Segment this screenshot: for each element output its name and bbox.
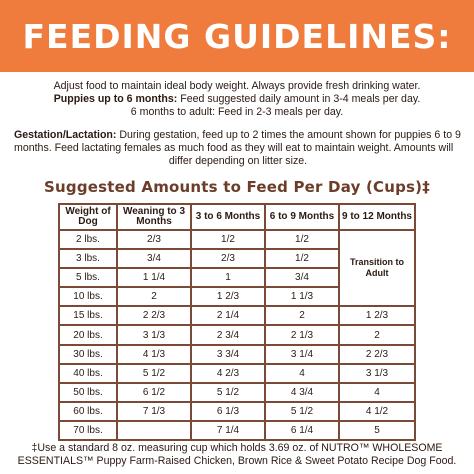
weight-cell: 5 lbs. [59,268,117,287]
puppies-line [10,93,464,106]
amount-cell: 3 3/4 [191,345,265,364]
weight-cell: 50 lbs. [59,383,117,402]
weight-cell: 2 lbs. [59,230,117,249]
table-row [59,306,415,325]
amount-cell: 6 1/2 [117,383,191,402]
amount-cell: 1 1/4 [117,268,191,287]
amount-cell: 6 1/4 [265,421,339,440]
amount-cell: 1/2 [191,230,265,249]
amount-cell: 1/2 [265,249,339,268]
amount-cell: 2 1/4 [191,306,265,325]
header-3-6: 3 to 6 Months [191,204,265,230]
gestation-label: Gestation/Lactation: [14,129,117,141]
page-title: FEEDING GUIDELINES: [22,16,452,56]
header-weaning: Weaning to 3 Months [117,204,191,230]
amount-cell: 2 2/3 [117,306,191,325]
header-weight: Weight of Dog [59,204,117,230]
feeding-table [58,203,416,441]
weight-cell: 60 lbs. [59,402,117,421]
transition-cell: Transition to Adult [339,230,415,306]
intro-text [10,80,464,119]
amount-cell: 2 [117,287,191,306]
amount-cell [117,421,191,440]
table-row [59,364,415,383]
intro-line: Adjust food to maintain ideal body weight. Always provide fresh drinking water. [53,80,421,92]
amount-cell: 5 1/2 [191,383,265,402]
table-row [59,230,415,249]
puppies-text: Feed suggested daily amount in 3-4 meals per day. [177,93,421,105]
amount-cell: 1/2 [265,230,339,249]
weight-cell: 3 lbs. [59,249,117,268]
amount-cell: 3 1/4 [265,345,339,364]
table-row [59,383,415,402]
amount-cell: 2/3 [117,230,191,249]
puppies-label: Puppies up to 6 months: [53,93,178,105]
table-body [59,230,415,440]
amount-cell: 6 1/3 [191,402,265,421]
gestation-last-line: differ depending on litter size. [168,155,308,167]
amount-cell: 1 2/3 [339,306,415,325]
amount-cell: 4 1/3 [117,345,191,364]
table-row [59,325,415,344]
footnote: ‡Use a standard 8 oz. measuring cup which holds 3.69 oz. of NUTRO™ WHOLESOME ESSENTIALS™ Puppy Farm-Raised Chicken, Brown Rice & Sweet Potato Recipe Dog Food. [17,442,457,467]
amount-cell: 7 1/4 [191,421,265,440]
amount-cell: 1 1/3 [265,287,339,306]
adult-line: 6 months to adult: Feed in 2-3 meals per day. [130,106,344,118]
gestation-body: During gestation, feed up to 2 times the amount shown for puppies 6 to 9 months. Feed lactating females as much food as they will eat to maintain weight. Amounts will [14,129,461,154]
amount-cell: 2 [265,306,339,325]
amount-cell: 2 1/3 [265,325,339,344]
amount-cell: 2/3 [191,249,265,268]
amount-cell: 5 1/2 [265,402,339,421]
amount-cell: 5 [339,421,415,440]
amount-cell: 1 2/3 [191,287,265,306]
amount-cell: 3/4 [265,268,339,287]
table-title: Suggested Amounts to Feed Per Day (Cups)‡ [44,178,430,196]
table-row [59,402,415,421]
amount-cell: 3 1/3 [117,325,191,344]
amount-cell: 4 3/4 [265,383,339,402]
amount-cell: 2 3/4 [191,325,265,344]
amount-cell: 3/4 [117,249,191,268]
gestation-text [14,129,462,168]
amount-cell: 1 [191,268,265,287]
amount-cell: 4 [265,364,339,383]
table-row [59,421,415,440]
amount-cell: 4 1/2 [339,402,415,421]
amount-cell: 5 1/2 [117,364,191,383]
amount-cell: 3 1/3 [339,364,415,383]
weight-cell: 10 lbs. [59,287,117,306]
amount-cell: 4 2/3 [191,364,265,383]
amount-cell: 7 1/3 [117,402,191,421]
header-9-12: 9 to 12 Months [339,204,415,230]
weight-cell: 40 lbs. [59,364,117,383]
header-banner [0,0,474,72]
table-header-row [59,204,415,230]
weight-cell: 70 lbs. [59,421,117,440]
weight-cell: 15 lbs. [59,306,117,325]
amount-cell: 2 [339,325,415,344]
table-row [59,345,415,364]
amount-cell: 4 [339,383,415,402]
amount-cell: 2 2/3 [339,345,415,364]
weight-cell: 30 lbs. [59,345,117,364]
header-6-9: 6 to 9 Months [265,204,339,230]
weight-cell: 20 lbs. [59,325,117,344]
